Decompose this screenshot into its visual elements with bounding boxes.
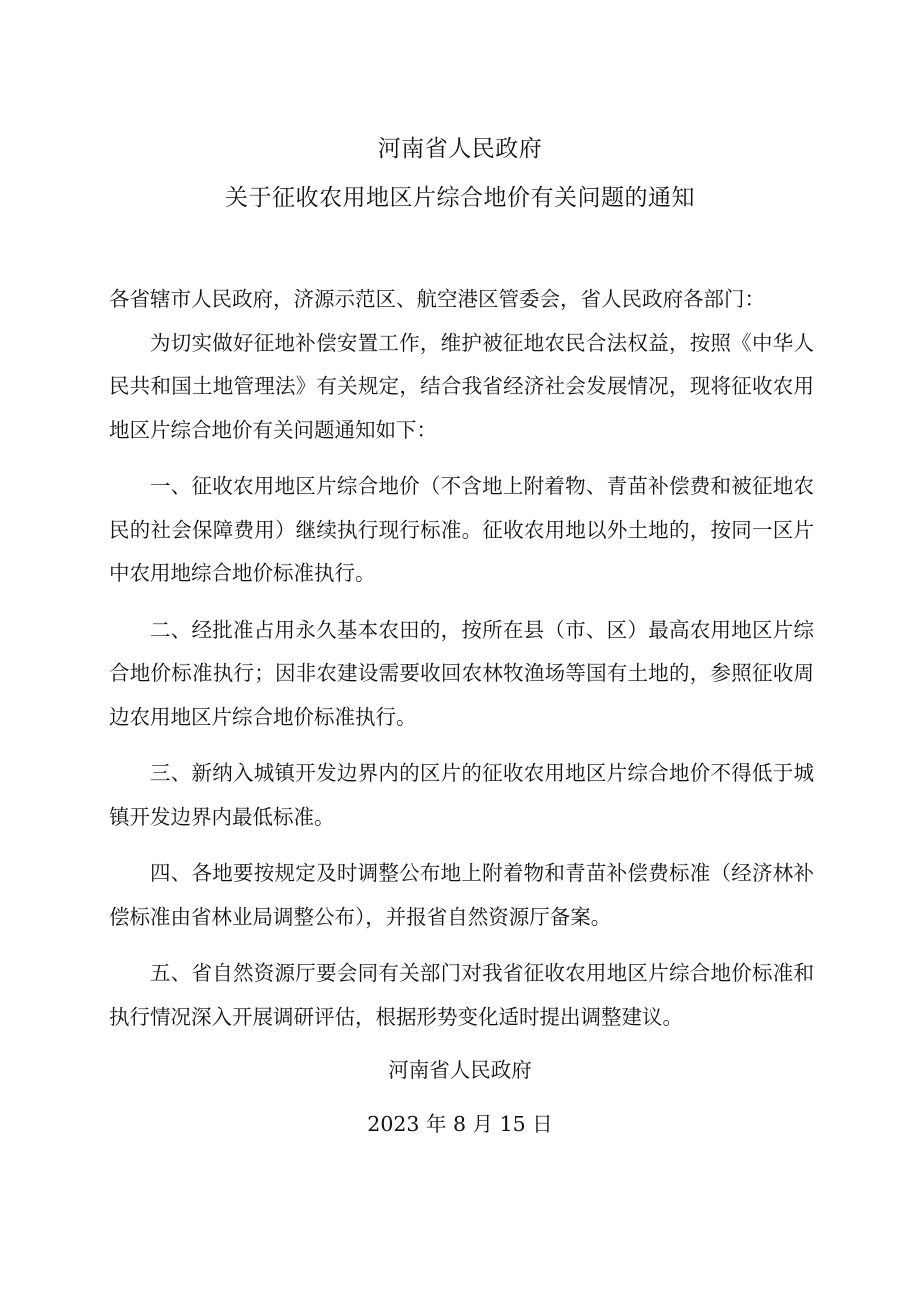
paragraph-intro: 为切实做好征地补偿安置工作，维护被征地农民合法权益，按照《中华人民共和国土地管理法》有关规定，结合我省经济社会发展情况，现将征收农用地区片综合地价有关问题通知如下： — [109, 330, 814, 442]
paragraph-item-3: 三、新纳入城镇开发边界内的区片的征收农用地区片综合地价不得低于城镇开发边界内最低标准。 — [109, 761, 814, 829]
salutation: 各省辖市人民政府，济源示范区、航空港区管委会，省人民政府各部门： — [109, 287, 765, 311]
document-title-issuer: 河南省人民政府 — [377, 136, 543, 162]
paragraph-item-5: 五、省自然资源厅要会同有关部门对我省征收农用地区片综合地价标准和执行情况深入开展调研评估，根据形势变化适时提出调整建议。 — [109, 961, 814, 1029]
signoff-date: 2023 年 8 月 15 日 — [367, 1112, 553, 1136]
document-title-subject: 关于征收农用地区片综合地价有关问题的通知 — [225, 185, 695, 211]
document-body — [109, 278, 814, 1052]
signoff-organization: 河南省人民政府 — [388, 1058, 532, 1082]
paragraph-item-2: 二、经批准占用永久基本农田的，按所在县（市、区）最高农用地区片综合地价标准执行；因非农建设需要收回农林牧渔场等国有土地的，参照征收周边农用地区片综合地价标准执行。 — [109, 617, 814, 729]
paragraph-item-1: 一、征收农用地区片综合地价（不含地上附着物、青苗补偿费和被征地农民的社会保障费用）继续执行现行标准。征收农用地以外土地的，按同一区片中农用地综合地价标准执行。 — [109, 474, 814, 585]
paragraph-item-4: 四、各地要按规定及时调整公布地上附着物和青苗补偿费标准（经济林补偿标准由省林业局调整公布），并报省自然资源厅备案。 — [109, 861, 814, 929]
